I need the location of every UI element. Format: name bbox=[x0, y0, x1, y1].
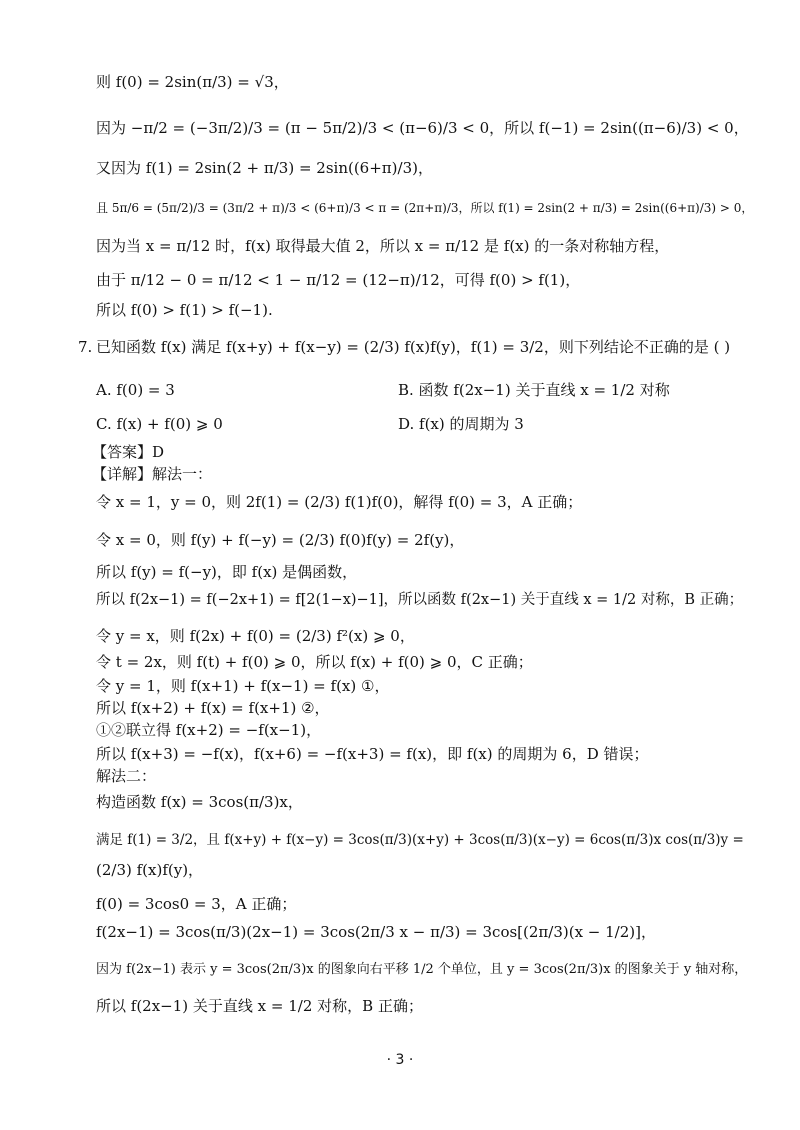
solution-line: 因为当 x = π/12 时，f(x) 取得最大值 2，所以 x = π/12 是 f(x) 的一条对称轴方程， bbox=[96, 237, 670, 255]
method1-line: 令 x = 1，y = 0，则 2f(1) = (2/3) f(1)f(0)，解得 f(0) = 3，A 正确； bbox=[96, 493, 583, 511]
option-c: C. f(x) + f(0) ⩾ 0 bbox=[96, 415, 223, 433]
solution-line: 且 5π/6 = (5π/2)/3 = (3π/2 + π)/3 < (6+π)/3 < π = (2π+π)/3，所以 f(1) = 2sin(2 + π/3) = 2sin((6+π)/3) > 0， bbox=[96, 201, 754, 215]
method2-line: f(0) = 3cos0 = 3，A 正确； bbox=[96, 895, 297, 913]
page-number: · 3 · bbox=[386, 1052, 414, 1068]
option-a: A. f(0) = 3 bbox=[96, 381, 175, 399]
method2-header: 解法二： bbox=[96, 767, 157, 785]
detail-header: 【详解】解法一： bbox=[92, 465, 213, 483]
solution-line: 由于 π/12 − 0 = π/12 < 1 − π/12 = (12−π)/12，可得 f(0) > f(1)， bbox=[96, 271, 581, 289]
method2-line: (2/3) f(x)f(y)， bbox=[96, 861, 204, 879]
method1-line: ①②联立得 f(x+2) = −f(x−1)， bbox=[96, 721, 322, 739]
question-number: 7. bbox=[78, 338, 93, 356]
method2-line: 因为 f(2x−1) 表示 y = 3cos(2π/3)x 的图象向右平移 1/2 个单位，且 y = 3cos(2π/3)x 的图象关于 y 轴对称， bbox=[96, 962, 748, 977]
option-d: D. f(x) 的周期为 3 bbox=[398, 415, 524, 433]
method1-line: 令 t = 2x，则 f(t) + f(0) ⩾ 0，所以 f(x) + f(0) ⩾ 0，C 正确； bbox=[96, 653, 533, 671]
method2-line: 构造函数 f(x) = 3cos(π/3)x， bbox=[96, 793, 303, 811]
solution-line: 因为 −π/2 = (−3π/2)/3 = (π − 5π/2)/3 < (π−6)/3 < 0，所以 f(−1) = 2sin((π−6)/3) < 0， bbox=[96, 119, 749, 137]
method1-line: 令 x = 0，则 f(y) + f(−y) = (2/3) f(0)f(y) = 2f(y)， bbox=[96, 531, 465, 549]
method1-line: 所以 f(x+3) = −f(x)，f(x+6) = −f(x+3) = f(x)，即 f(x) 的周期为 6，D 错误； bbox=[96, 745, 649, 763]
method1-line: 令 y = 1，则 f(x+1) + f(x−1) = f(x) ①， bbox=[96, 677, 390, 695]
solution-line: 则 f(0) = 2sin(π/3) = √3， bbox=[96, 73, 289, 91]
solution-line: 又因为 f(1) = 2sin(2 + π/3) = 2sin((6+π)/3)， bbox=[96, 159, 433, 177]
question-stem: 已知函数 f(x) 满足 f(x+y) + f(x−y) = (2/3) f(x)f(y)，f(1) = 3/2，则下列结论不正确的是 ( ) bbox=[96, 338, 731, 356]
method2-line: 满足 f(1) = 3/2，且 f(x+y) + f(x−y) = 3cos(π/3)(x+y) + 3cos(π/3)(x−y) = 6cos(π/3)x cos(π/3)y = bbox=[96, 832, 744, 848]
method1-line: 所以 f(x+2) + f(x) = f(x+1) ②， bbox=[96, 699, 330, 717]
method1-line: 所以 f(2x−1) = f(−2x+1) = f[2(1−x)−1]，所以函数 f(2x−1) 关于直线 x = 1/2 对称，B 正确； bbox=[96, 592, 744, 608]
option-b: B. 函数 f(2x−1) 关于直线 x = 1/2 对称 bbox=[398, 381, 670, 399]
method1-line: 所以 f(y) = f(−y)，即 f(x) 是偶函数， bbox=[96, 563, 358, 581]
answer-label: 【答案】D bbox=[92, 443, 165, 461]
method2-line: 所以 f(2x−1) 关于直线 x = 1/2 对称，B 正确； bbox=[96, 997, 423, 1015]
solution-line: 所以 f(0) > f(1) > f(−1). bbox=[96, 301, 273, 319]
method2-line: f(2x−1) = 3cos(π/3)(2x−1) = 3cos(2π/3 x − π/3) = 3cos[(2π/3)(x − 1/2)]， bbox=[96, 923, 656, 941]
method1-line: 令 y = x，则 f(2x) + f(0) = (2/3) f²(x) ⩾ 0， bbox=[96, 627, 415, 645]
